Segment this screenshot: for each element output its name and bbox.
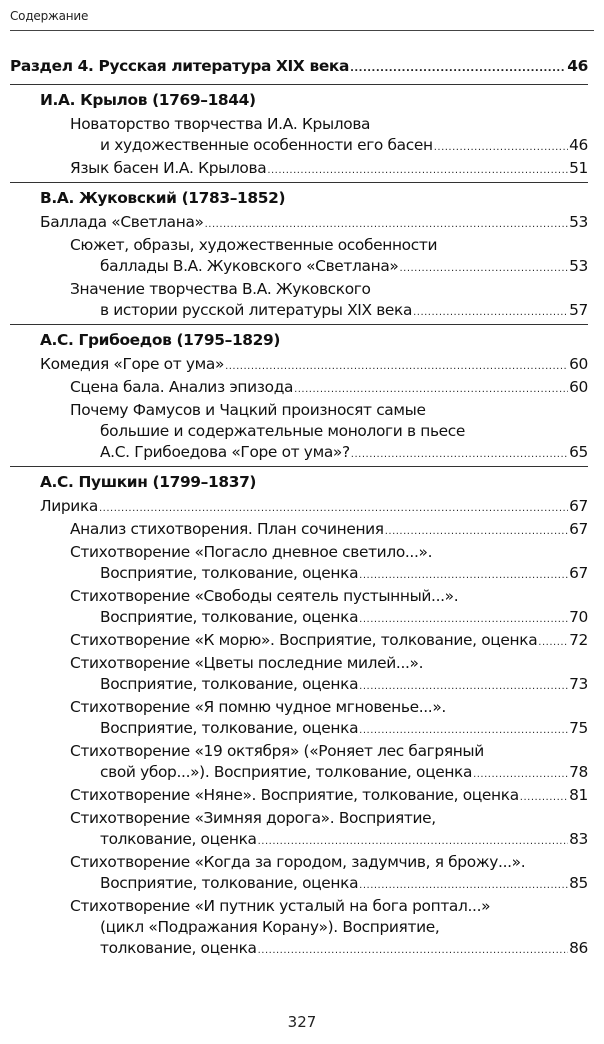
dot-leader (520, 787, 568, 808)
dot-leader (359, 720, 568, 741)
toc-entry[interactable] (10, 653, 588, 697)
toc-entry[interactable] (10, 212, 588, 235)
toc-page-number: 72 (569, 631, 588, 649)
toc-entry-text: Почему Фамусов и Чацкий произносят самые (70, 401, 426, 419)
toc-entry[interactable] (10, 896, 588, 961)
dot-leader (258, 940, 569, 961)
author-heading: А.С. Грибоедов (1795–1829) (10, 324, 588, 351)
toc-entry[interactable] (10, 158, 588, 181)
toc-entry[interactable] (10, 235, 588, 279)
dot-leader (225, 356, 568, 377)
toc-page-number: 78 (569, 763, 588, 781)
toc-entry-text: Стихотворение «Няне». Восприятие, толкование, оценка (70, 786, 519, 804)
toc-entry-text: в истории русской литературы XIX века (100, 301, 413, 319)
toc-page-number: 75 (569, 719, 588, 737)
dot-leader (359, 565, 568, 586)
toc-entry[interactable] (10, 279, 588, 323)
toc-page-number: 83 (569, 830, 588, 848)
toc-entry-text: Стихотворение «И путник усталый на бога роптал...» (70, 897, 491, 915)
dot-leader (267, 160, 568, 181)
dot-leader (359, 609, 568, 630)
toc-page-number: 73 (569, 675, 588, 693)
toc-entry[interactable] (10, 808, 588, 852)
toc-entry[interactable] (10, 354, 588, 377)
dot-leader (359, 676, 568, 697)
dot-leader (294, 379, 568, 400)
toc-entry-text: баллады В.А. Жуковского «Светлана» (100, 257, 399, 275)
toc-page-number: 67 (569, 520, 588, 538)
dot-leader (413, 302, 568, 323)
toc-entry[interactable] (10, 496, 588, 519)
toc-entry-text: А.С. Грибоедова «Горе от ума»? (100, 443, 350, 461)
toc-entry[interactable] (10, 519, 588, 542)
dot-leader (351, 444, 568, 465)
toc-entry-text: Стихотворение «19 октября» («Роняет лес багряный (70, 742, 484, 760)
toc-entry[interactable] (10, 630, 588, 653)
author-heading: И.А. Крылов (1769–1844) (10, 84, 588, 111)
author-heading: В.А. Жуковский (1783–1852) (10, 182, 588, 209)
toc-entry[interactable] (10, 377, 588, 400)
section-title: Раздел 4. Русская литература XIX века (10, 57, 350, 75)
toc-entry-text: свой убор...»). Восприятие, толкование, оценка (100, 763, 473, 781)
toc-entry-text: Восприятие, толкование, оценка (100, 564, 359, 582)
toc-entry-text: и художественные особенности его басен (100, 136, 433, 154)
author-list (10, 84, 588, 961)
toc-entry-text: Стихотворение «Цветы последние милей...». (70, 654, 424, 672)
toc-entry-text: (цикл «Подражания Корану»). Восприятие, (100, 918, 440, 936)
section-heading[interactable] (10, 56, 588, 79)
toc-entry[interactable] (10, 586, 588, 630)
toc-page-number: 65 (569, 443, 588, 461)
toc-page-number: 51 (569, 159, 588, 177)
dot-leader (399, 258, 568, 279)
toc-entry-text: Лирика (40, 497, 98, 515)
toc-entry-text: Восприятие, толкование, оценка (100, 675, 359, 693)
toc-entry[interactable] (10, 785, 588, 808)
toc-entry-text: Сцена бала. Анализ эпизода (70, 378, 294, 396)
dot-leader (359, 875, 568, 896)
toc-entry-text: Баллада «Светлана» (40, 213, 204, 231)
toc-entry-text: Стихотворение «Когда за городом, задумчив, я брожу...». (70, 853, 526, 871)
toc-entry-text: Стихотворение «Свободы сеятель пустынный...». (70, 587, 459, 605)
toc-entry[interactable] (10, 114, 588, 158)
running-header: Содержание (10, 9, 89, 23)
dot-leader (473, 764, 568, 785)
toc-page-number: 57 (569, 301, 588, 319)
toc-entry-text: Стихотворение «Погасло дневное светило...». (70, 543, 433, 561)
toc-entry-text: Новаторство творчества И.А. Крылова (70, 115, 371, 133)
toc-entry-text: Восприятие, толкование, оценка (100, 608, 359, 626)
dot-leader (538, 632, 568, 653)
table-of-contents (10, 56, 588, 961)
toc-entry-text: Сюжет, образы, художественные особенности (70, 236, 438, 254)
toc-page-number: 46 (569, 136, 588, 154)
toc-entry-text: Восприятие, толкование, оценка (100, 874, 359, 892)
toc-entry-text: Стихотворение «Я помню чудное мгновенье...». (70, 698, 446, 716)
dot-leader (385, 521, 568, 542)
toc-entry-text: Восприятие, толкование, оценка (100, 719, 359, 737)
toc-entry[interactable] (10, 741, 588, 785)
toc-entry-text: Значение творчества В.А. Жуковского (70, 280, 371, 298)
toc-entry-text: Комедия «Горе от ума» (40, 355, 225, 373)
toc-page-number: 53 (569, 257, 588, 275)
author-heading: А.С. Пушкин (1799–1837) (10, 466, 588, 493)
toc-entry-text: Стихотворение «Зимняя дорога». Восприятие, (70, 809, 436, 827)
dot-leader (434, 137, 568, 158)
dot-leader (258, 831, 569, 852)
dot-leader (350, 58, 566, 79)
dot-leader (99, 498, 568, 519)
toc-entry-text: Язык басен И.А. Крылова (70, 159, 267, 177)
page-number: 327 (287, 1013, 317, 1031)
toc-page-number: 60 (569, 378, 588, 396)
toc-entry-text: Анализ стихотворения. План сочинения (70, 520, 384, 538)
toc-page-number: 70 (569, 608, 588, 626)
toc-page-number: 53 (569, 213, 588, 231)
toc-page-number: 86 (569, 939, 588, 957)
toc-page-number: 67 (569, 564, 588, 582)
dot-leader (205, 214, 569, 235)
toc-entry[interactable] (10, 542, 588, 586)
toc-page-number: 67 (569, 497, 588, 515)
section-page-number: 46 (567, 57, 588, 75)
header-rule (10, 30, 594, 31)
toc-entry-text: толкование, оценка (100, 830, 257, 848)
toc-entry[interactable] (10, 852, 588, 896)
toc-entry-text: большие и содержательные монологи в пьесе (100, 422, 466, 440)
toc-entry-text: толкование, оценка (100, 939, 257, 957)
toc-page-number: 85 (569, 874, 588, 892)
toc-entry[interactable] (10, 697, 588, 741)
toc-page-number: 81 (569, 786, 588, 804)
toc-entry-text: Стихотворение «К морю». Восприятие, толкование, оценка (70, 631, 538, 649)
toc-entry[interactable] (10, 400, 588, 465)
toc-page-number: 60 (569, 355, 588, 373)
